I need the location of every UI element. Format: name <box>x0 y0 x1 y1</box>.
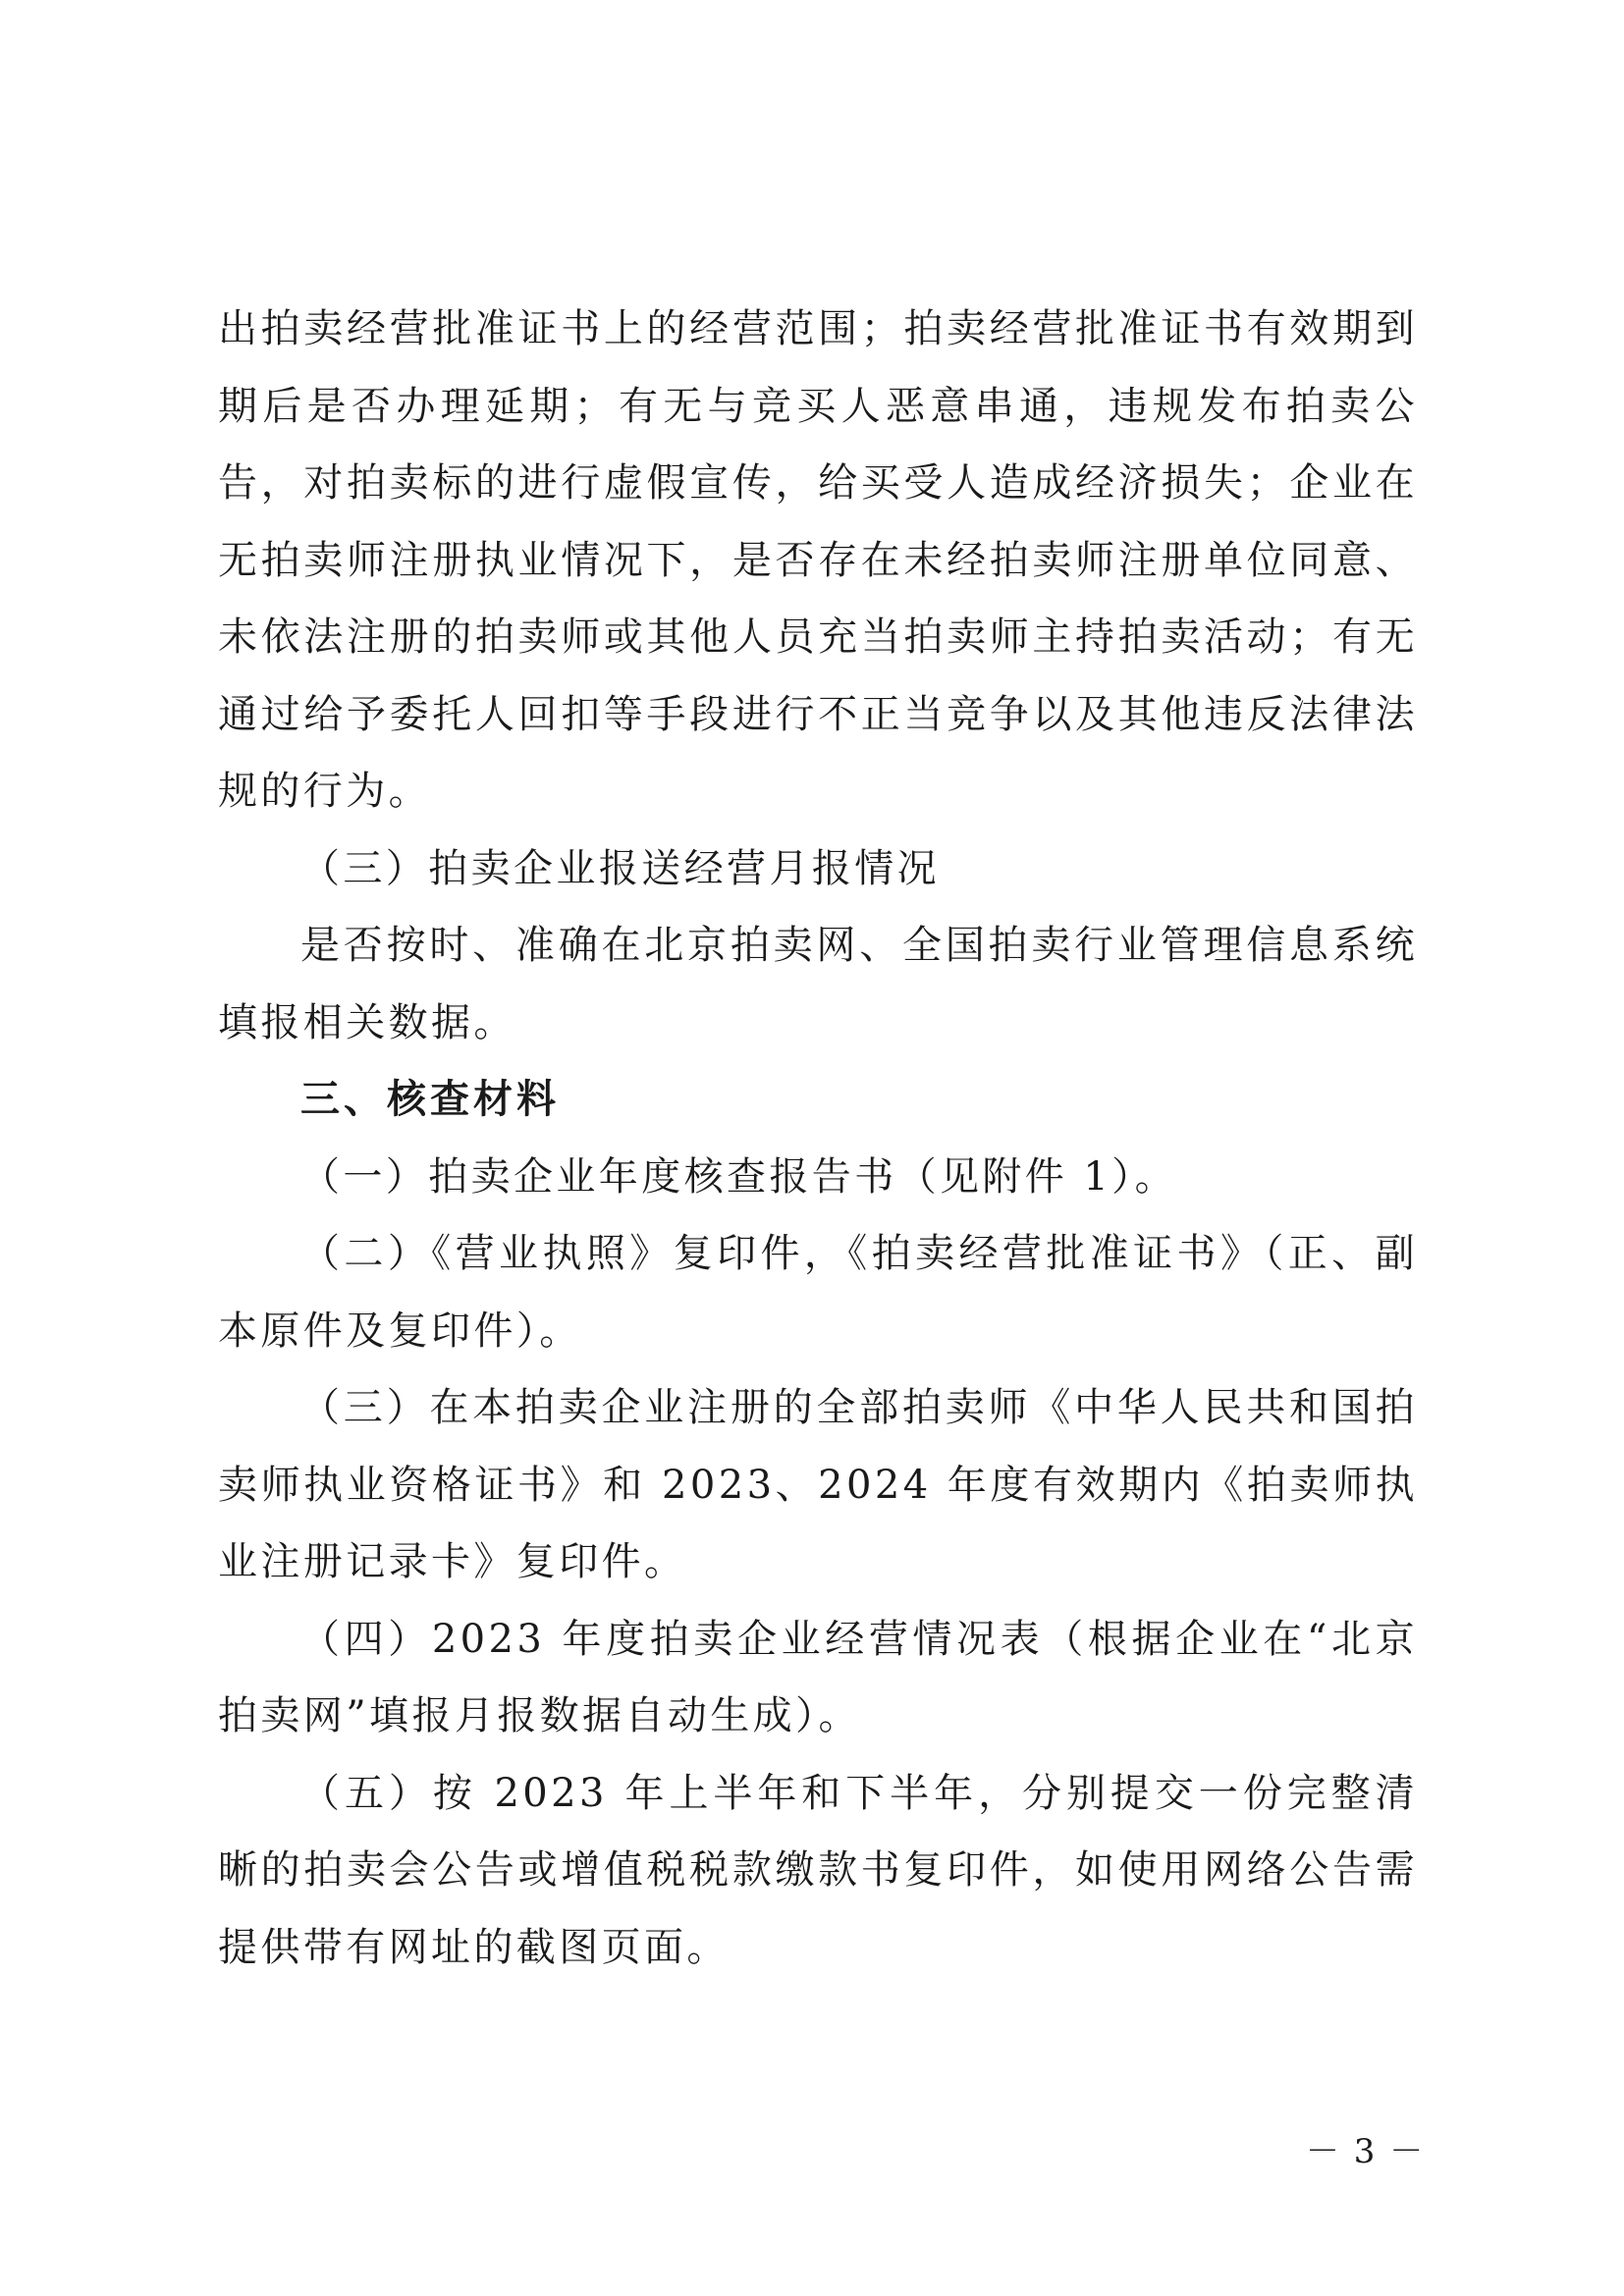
material-item-4: （四）2023 年度拍卖企业经营情况表（根据企业在“北京拍卖网”填报月报数据自动生成）。 <box>218 1616 1418 1738</box>
continued-paragraph: 出拍卖经营批准证书上的经营范围；拍卖经营批准证书有效期到期后是否办理延期；有无与竞买人恶意串通，违规发布拍卖公告，对拍卖标的进行虚假宣传，给买受人造成经济损失；企业在无拍卖师注册执业情况下，是否存在未经拍卖师注册单位同意、未依法注册的拍卖师或其他人员充当拍卖师主持拍卖活动；有无通过给予委托人回扣等手段进行不正当竞争以及其他违反法律法规的行为。 <box>218 306 1418 814</box>
material-item-1: （一）拍卖企业年度核查报告书（见附件 1）。 <box>300 1153 1177 1200</box>
section-heading: 三、核查材料 <box>300 1077 560 1122</box>
subsection-title: （三）拍卖企业报送经营月报情况 <box>300 845 940 891</box>
subsection-body: 是否按时、准确在北京拍卖网、全国拍卖行业管理信息系统填报相关数据。 <box>218 923 1418 1045</box>
material-item-3: （三）在本拍卖企业注册的全部拍卖师《中华人民共和国拍卖师执业资格证书》和 2023、2024 年度有效期内《拍卖师执业注册记录卡》复印件。 <box>218 1385 1418 1584</box>
material-item-2: （二）《营业执照》复印件，《拍卖经营批准证书》（正、副本原件及复印件）。 <box>218 1231 1418 1354</box>
page-number: － 3 － <box>1306 2132 1426 2171</box>
document-body <box>218 291 1418 1986</box>
material-item-5: （五）按 2023 年上半年和下半年，分别提交一份完整清晰的拍卖会公告或增值税税款缴款书复印件，如使用网络公告需提供带有网址的截图页面。 <box>218 1770 1418 1970</box>
